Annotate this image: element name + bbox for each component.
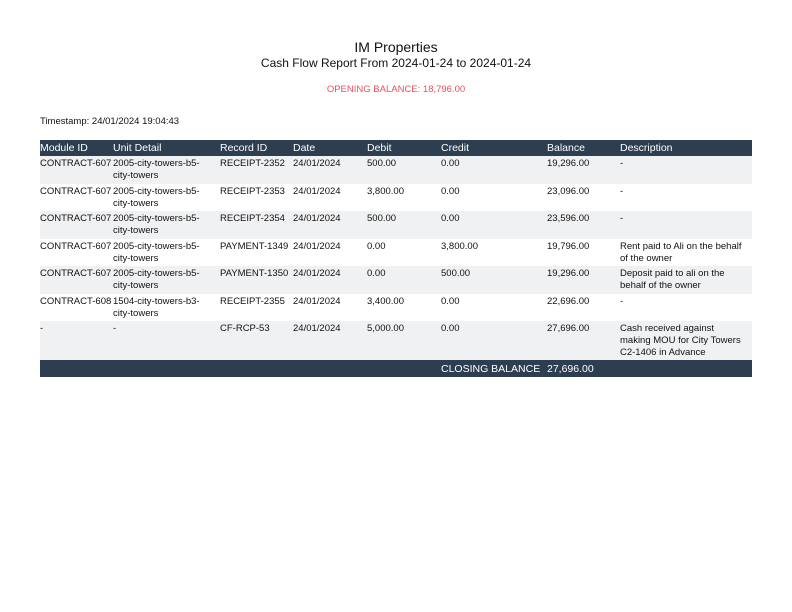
cell-record-id: PAYMENT-1350 [220, 266, 293, 294]
cell-balance: 22,696.00 [547, 295, 590, 307]
cell-module-id: CONTRACT-608 [40, 295, 112, 307]
table-row [40, 156, 752, 184]
table-row [40, 184, 752, 212]
cell-description: Deposit paid to ali on the behalf of the owner [620, 266, 752, 294]
cell-debit: 5,000.00 [367, 321, 441, 360]
cell-debit: 3,400.00 [367, 295, 404, 307]
table-row [40, 266, 752, 294]
cell-module-id: CONTRACT-607 [40, 156, 113, 184]
cell-description: Cash received against making MOU for City Towers C2-1406 in Advance [620, 321, 752, 360]
cell-module-id: CONTRACT-607 [40, 185, 112, 197]
cell-unit-detail: 2005-city-towers-b5-city-towers [113, 156, 220, 184]
table-row [40, 211, 752, 239]
closing-balance-label: CLOSING BALANCE [441, 360, 547, 377]
timestamp: Timestamp: 24/01/2024 19:04:43 [40, 116, 180, 127]
cell-balance: 19,296.00 [547, 156, 620, 184]
cell-balance: 19,296.00 [547, 266, 620, 294]
cell-date: 24/01/2024 [293, 295, 341, 307]
cell-balance: 23,596.00 [547, 211, 620, 239]
footer-spacer [620, 360, 752, 377]
cell-credit: 0.00 [441, 156, 547, 184]
cell-module-id: - [40, 321, 113, 360]
cell-description: Rent paid to Ali on the behalf of the owner [620, 240, 742, 264]
report-title: Cash Flow Report From 2024-01-24 to 2024-01-24 [260, 56, 532, 70]
column-header-module-id: Module ID [40, 140, 113, 156]
cell-credit: 3,800.00 [441, 240, 478, 252]
cell-unit-detail: 1504-city-towers-b3-city-towers [113, 295, 200, 319]
cell-date: 24/01/2024 [293, 266, 367, 294]
cell-debit: 3,800.00 [367, 185, 404, 197]
cell-description: - [620, 295, 624, 307]
cell-record-id: RECEIPT-2353 [220, 185, 285, 197]
column-header-unit-detail: Unit Detail [113, 140, 220, 156]
cash-flow-table [40, 140, 752, 377]
column-header-debit: Debit [367, 140, 441, 156]
cell-record-id: RECEIPT-2355 [220, 295, 285, 307]
cell-credit: 0.00 [441, 211, 547, 239]
cell-balance: 27,696.00 [547, 321, 620, 360]
cell-credit: 0.00 [441, 321, 547, 360]
column-header-balance: Balance [547, 140, 620, 156]
column-header-description: Description [620, 140, 752, 156]
cell-date: 24/01/2024 [293, 321, 367, 360]
table-header [40, 140, 752, 156]
cell-unit-detail: 2005-city-towers-b5-city-towers [113, 266, 220, 294]
cell-module-id: CONTRACT-607 [40, 211, 113, 239]
cell-date: 24/01/2024 [293, 185, 341, 197]
footer-spacer [40, 360, 441, 377]
column-header-date: Date [293, 140, 367, 156]
cell-module-id: CONTRACT-607 [40, 240, 112, 252]
cell-unit-detail: 2005-city-towers-b5-city-towers [113, 211, 220, 239]
cell-credit: 500.00 [441, 266, 547, 294]
column-header-record-id: Record ID [220, 140, 293, 156]
table-row [40, 294, 752, 322]
cell-debit: 500.00 [367, 211, 441, 239]
cell-balance: 19,796.00 [547, 240, 590, 252]
cell-date: 24/01/2024 [293, 156, 367, 184]
opening-balance: OPENING BALANCE: 18,796.00 [326, 84, 466, 95]
cell-credit: 0.00 [441, 295, 460, 307]
cell-record-id: RECEIPT-2352 [220, 156, 293, 184]
cell-record-id: RECEIPT-2354 [220, 211, 293, 239]
cell-unit-detail: 2005-city-towers-b5-city-towers [113, 240, 200, 264]
cell-record-id: PAYMENT-1349 [220, 240, 289, 252]
cell-debit: 0.00 [367, 266, 441, 294]
closing-balance-value: 27,696.00 [547, 360, 620, 377]
cell-description: - [620, 211, 752, 239]
cell-date: 24/01/2024 [293, 211, 367, 239]
cell-debit: 500.00 [367, 156, 441, 184]
cell-module-id: CONTRACT-607 [40, 266, 113, 294]
cell-debit: 0.00 [367, 240, 386, 252]
cell-balance: 23,096.00 [547, 185, 590, 197]
cell-date: 24/01/2024 [293, 240, 341, 252]
cell-unit-detail: - [113, 321, 220, 360]
company-name: IM Properties [354, 39, 438, 55]
cell-unit-detail: 2005-city-towers-b5-city-towers [113, 185, 200, 209]
cell-description: - [620, 156, 752, 184]
closing-balance-row [40, 360, 752, 377]
column-header-credit: Credit [441, 140, 547, 156]
cell-record-id: CF-RCP-53 [220, 321, 293, 360]
cell-credit: 0.00 [441, 185, 460, 197]
cell-description: - [620, 185, 624, 197]
table-row [40, 239, 752, 267]
table-row [40, 321, 752, 360]
